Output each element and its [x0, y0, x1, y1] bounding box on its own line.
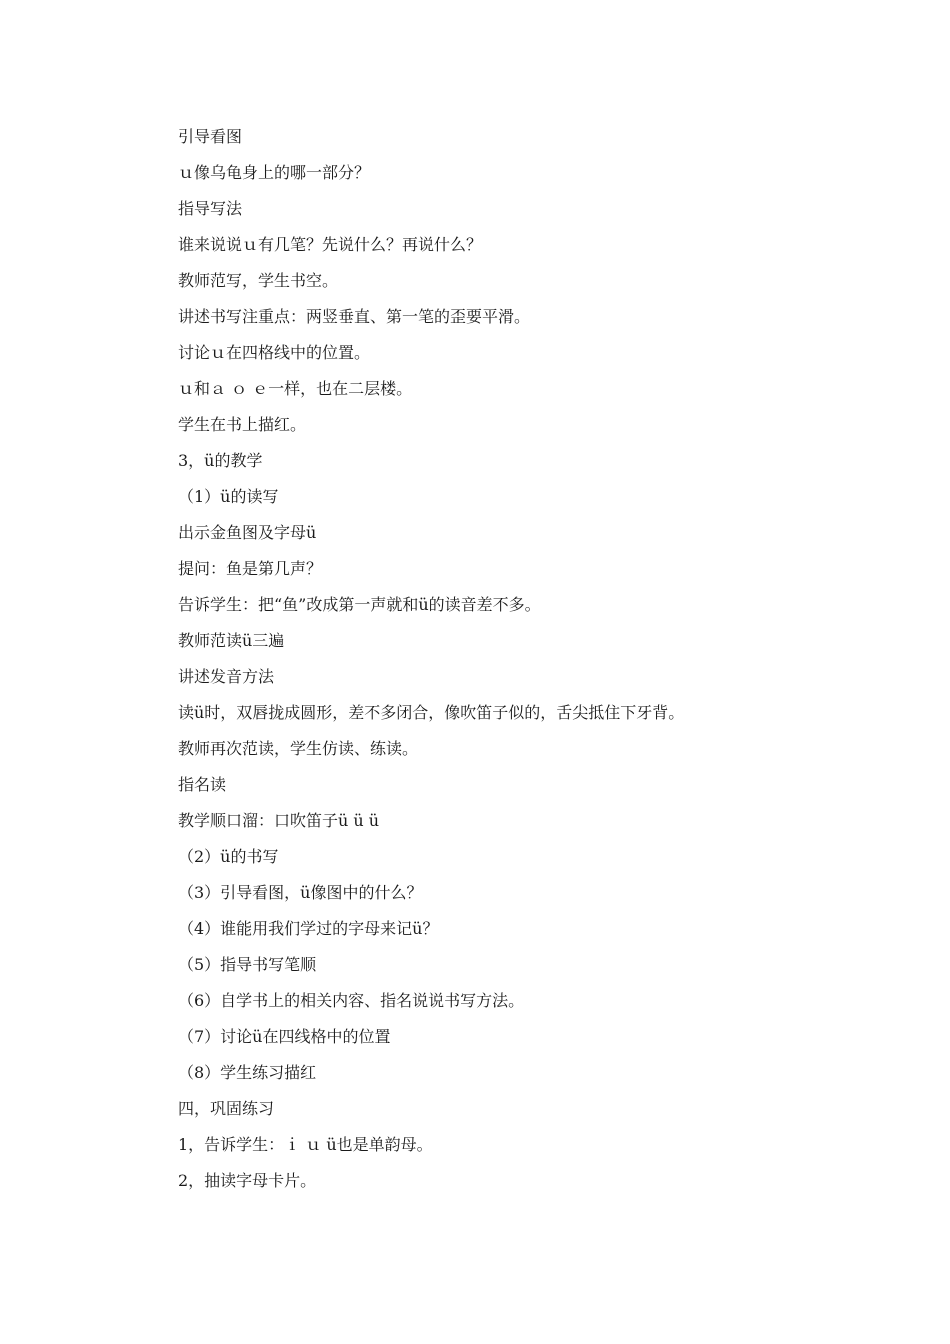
- text-line: 教师再次范读，学生仿读、练读。: [178, 739, 419, 758]
- list-item: （5）指导书写笔顺: [178, 955, 317, 974]
- text-line: 出示金鱼图及字母ü: [178, 523, 317, 542]
- subsection-heading: （1）ü的读写: [178, 487, 279, 506]
- text-line: 告诉学生：把“鱼”改成第一声就和ü的读音差不多。: [178, 595, 541, 614]
- text-line: 指名读: [178, 775, 227, 794]
- list-item: （8）学生练习描红: [178, 1063, 317, 1082]
- text-line: 讲述发音方法: [178, 667, 275, 686]
- text-line: 提问：鱼是第几声？: [178, 559, 323, 578]
- text-line: 指导写法: [178, 199, 243, 218]
- text-line: 教师范写，学生书空。: [178, 271, 339, 290]
- text-line: ｕ和ａ ｏ ｅ一样，也在二层楼。: [178, 379, 413, 398]
- text-line: 引导看图: [178, 127, 243, 146]
- list-item: （7）讨论ü在四线格中的位置: [178, 1027, 391, 1046]
- list-item: （4）谁能用我们学过的字母来记ü？: [178, 919, 439, 938]
- text-line: 讨论ｕ在四格线中的位置。: [178, 343, 371, 362]
- list-item: （3）引导看图，ü像图中的什么？: [178, 883, 423, 902]
- list-item: 1，告诉学生：ｉ ｕ ü也是单韵母。: [178, 1135, 433, 1154]
- list-item: （6）自学书上的相关内容、指名说说书写方法。: [178, 991, 525, 1010]
- text-line: 讲述书写注重点：两竖垂直、第一笔的歪要平滑。: [178, 307, 531, 326]
- section-heading: 四，巩固练习: [178, 1099, 275, 1118]
- section-heading: 3，ü的教学: [178, 451, 263, 470]
- list-item: 2，抽读字母卡片。: [178, 1171, 317, 1190]
- text-line: 教学顺口溜：口吹笛子ü ü ü: [178, 811, 380, 830]
- text-line: 读ü时，双唇拢成圆形，差不多闭合，像吹笛子似的，舌尖抵住下牙背。: [178, 703, 685, 722]
- text-line: 谁来说说ｕ有几笔？先说什么？再说什么？: [178, 235, 483, 254]
- text-line: 学生在书上描红。: [178, 415, 307, 434]
- text-line: ｕ像乌龟身上的哪一部分？: [178, 163, 371, 182]
- list-item: （2）ü的书写: [178, 847, 279, 866]
- text-line: 教师范读ü三遍: [178, 631, 285, 650]
- document-body: [178, 122, 798, 1202]
